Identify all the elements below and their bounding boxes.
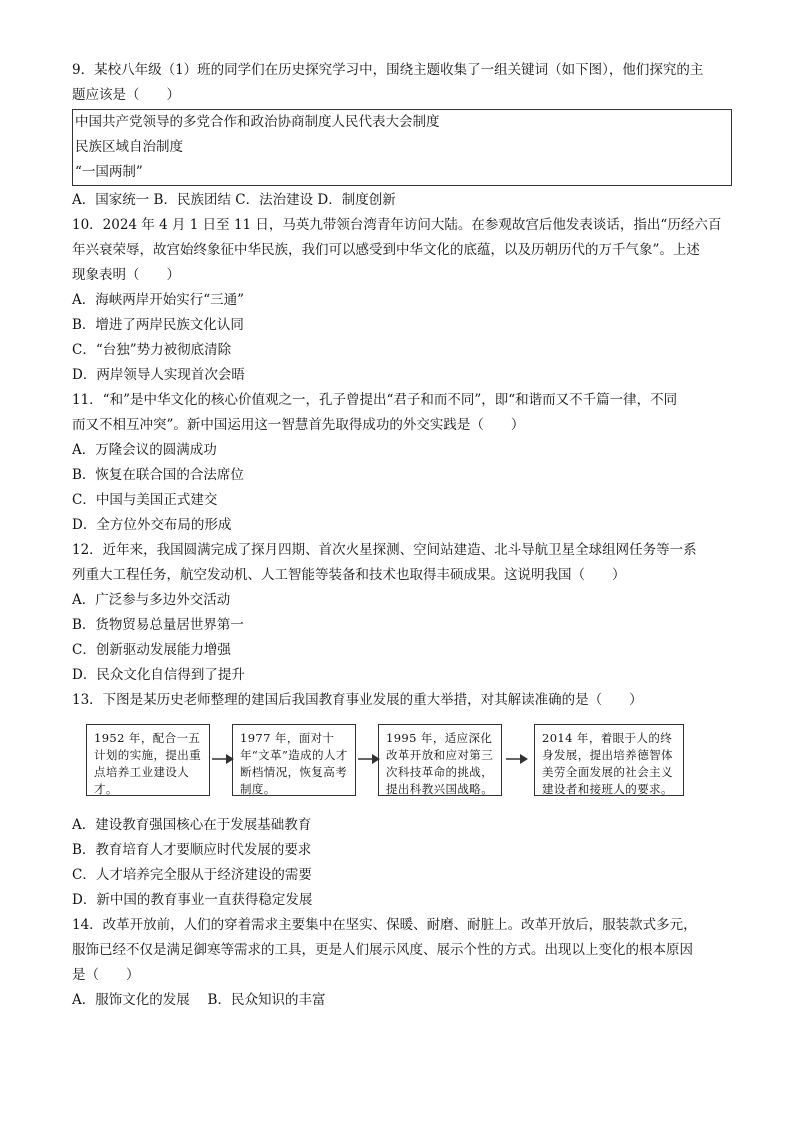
q12-option-d: D．民众文化自信得到了提升 [72,667,245,683]
flow-box-1952: 1952 年，配合一五计划的实施，提出重点培养工业建设人才。 [86,724,210,796]
q12-option-a: A．广泛参与多边外交活动 [72,592,231,608]
q14-stem-line-1: 14．改革开放前，人们的穿着需求主要集中在坚实、保暖、耐磨、耐脏上。改革开放后，服装款式多元， [72,917,697,933]
q10-option-b: B．增进了两岸民族文化认同 [72,317,244,333]
q12-stem-line-1: 12．近年来，我国圆满完成了探月四期、首次火星探测、空间站建造、北斗导航卫星全球组网任务等一系 [72,542,697,558]
q11-option-d: D．全方位外交布局的形成 [72,517,232,533]
q14-stem-line-2: 服饰已经不仅是满足御寒等需求的工具，更是人们展示风度、展示个性的方式。出现以上变化的根本原因 [72,942,693,958]
q13-stem: 13．下图是某历史老师整理的建国后我国教育事业发展的重大举措，对其解读准确的是（ ） [72,692,643,708]
q11-option-b: B．恢复在联合国的合法席位 [72,467,244,483]
q10-option-c: C．“台独”势力被彻底清除 [72,342,232,358]
question-9 [72,58,732,213]
q12-stem-line-2: 列重大工程任务，航空发动机、人工智能等装备和技术也取得丰硕成果。这说明我国（ ） [72,567,626,583]
q13-option-a: A．建设教育强国核心在于发展基础教育 [72,817,312,833]
q9-keyword-box [72,109,732,186]
arrow-right-icon [506,753,528,765]
q10-stem-line-1: 10．2024 年 4 月 1 日至 11 日，马英九带领台湾青年访问大陆。在参观故宫后他发表谈话，指出“历经六百 [72,217,722,233]
q9-options: A．国家统一 B．民族团结 C．法治建设 D．制度创新 [72,192,396,208]
exam-page [72,58,732,1013]
question-14 [72,913,732,1013]
q11-option-a: A．万隆会议的圆满成功 [72,442,217,458]
question-11 [72,388,732,538]
flow-box-1995: 1995 年，适应深化改革开放和应对第三次科技革命的挑战，提出科教兴国战略。 [378,724,502,796]
q11-option-c: C．中国与美国正式建交 [72,492,218,508]
flow-box-1977: 1977 年，面对十年“文革”造成的人才断档情况，恢复高考制度。 [232,724,356,796]
flow-box-2014: 2014 年，着眼于人的终身发展，提出培养德智体美劳全面发展的社会主义建设者和接班人的要求。 [534,724,684,796]
q13-option-d: D．新中国的教育事业一直获得稳定发展 [72,892,313,908]
q13-option-b: B．教育培育人才要顺应时代发展的要求 [72,842,312,858]
question-10 [72,213,732,388]
q9-stem-line-2: 题应该是（ ） [72,87,180,103]
q14-options: A．服饰文化的发展 B．民众知识的丰富 [72,992,326,1008]
q12-option-b: B．货物贸易总量居世界第一 [72,617,244,633]
q9-keyword-2: 民族区域自治制度 [75,139,183,155]
question-13 [72,688,732,913]
q11-stem-line-1: 11．“和”是中华文化的核心价值观之一，孔子曾提出“君子和而不同”，即“和谐而又不千篇一律，不同 [72,392,678,408]
q14-stem-line-3: 是（ ） [72,967,140,983]
q10-option-d: D．两岸领导人实现首次会晤 [72,367,245,383]
q10-option-a: A．海峡两岸开始实行“三通” [72,292,245,308]
q13-flow-diagram [72,721,732,805]
q12-option-c: C．创新驱动发展能力增强 [72,642,231,658]
arrow-right-icon [212,753,234,765]
q9-keyword-3: “一国两制” [75,164,143,180]
q9-keyword-1: 中国共产党领导的多党合作和政治协商制度人民代表大会制度 [75,114,440,130]
q13-option-c: C．人才培养完全服从于经济建设的需要 [72,867,312,883]
question-12 [72,538,732,688]
q11-stem-line-2: 而又不相互冲突”。新中国运用这一智慧首先取得成功的外交实践是（ ） [72,417,525,433]
arrow-right-icon [358,753,380,765]
q10-stem-line-3: 现象表明（ ） [72,267,180,283]
q9-stem-line-1: 9．某校八年级（1）班的同学们在历史探究学习中，围绕主题收集了一组关键词（如下图），他们探究的主 [72,62,704,78]
q10-stem-line-2: 年兴衰荣辱，故宫始终象征中华民族，我们可以感受到中华文化的底蕴，以及历朝历代的万千气象”。上述 [72,242,700,258]
